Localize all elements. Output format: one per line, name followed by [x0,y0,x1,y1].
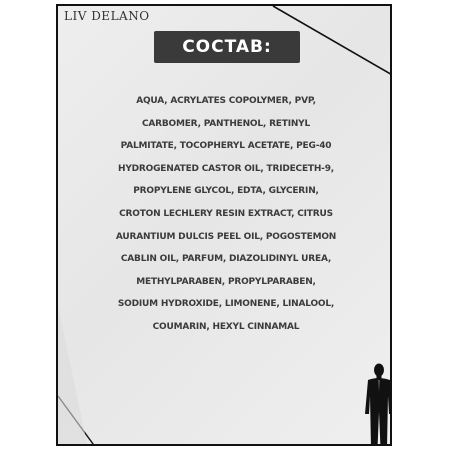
brand-logo: LIV DELANO [64,9,150,23]
ingredient-line: CARBOMER, PANTHENOL, RETINYL [141,118,311,129]
ingredient-line: METHYLPARABEN, PROPYLPARABEN, [136,276,316,287]
businessman-silhouette-icon [364,362,392,446]
ingredient-line: SODIUM HYDROXIDE, LIMONENE, LINALOOL, [117,299,335,310]
ingredient-line: COUMARIN, HEXYL CINNAMAL [152,321,300,332]
ingredient-line: PROPYLENE GLYCOL, EDTA, GLYCERIN, [133,186,319,197]
ingredient-line: AQUA, ACRYLATES COPOLYMER, PVP, [136,96,316,106]
ingredient-line: PALMITATE, TOCOPHERYL ACETATE, PEG-40 [120,141,332,152]
ingredients-card [56,4,392,446]
ingredient-line: CABLIN OIL, PARFUM, DIAZOLIDINYL UREA, [120,254,332,265]
ingredient-line: AURANTIUM DULCIS PEEL OIL, POGOSTEMON [115,231,337,242]
ingredient-line: HYDROGENATED CASTOR OIL, TRIDECETH-9, [118,163,334,174]
ingredient-list [58,90,392,339]
ingredient-line: CROTON LECHLERY RESIN EXTRACT, CITRUS [119,208,333,219]
composition-heading: COCTAB: [154,31,300,63]
